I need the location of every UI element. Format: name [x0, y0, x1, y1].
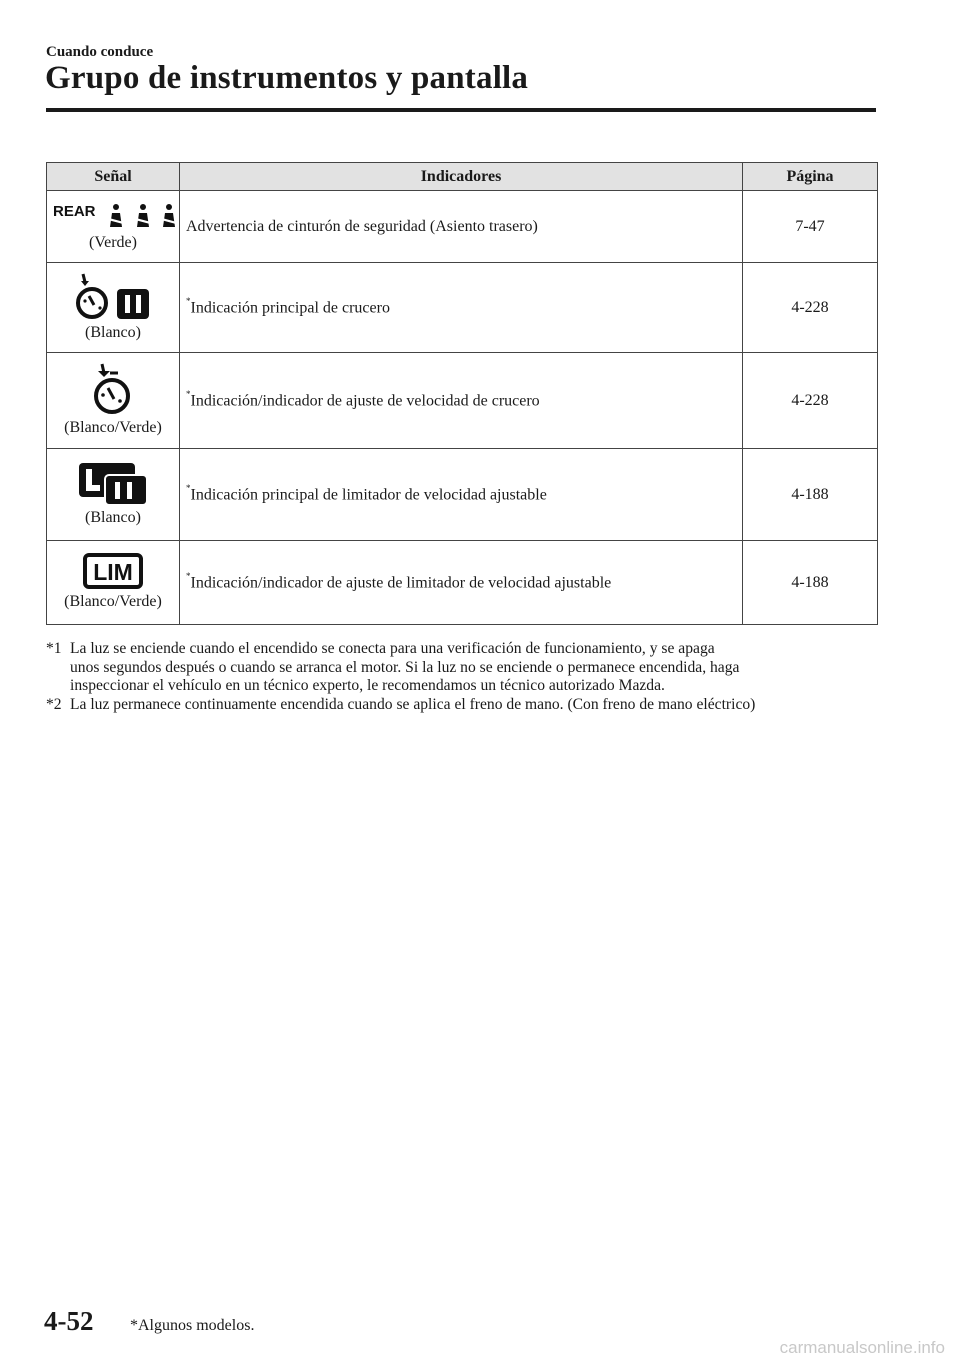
footnote-1	[46, 640, 876, 696]
svg-text:LIM: LIM	[93, 558, 133, 585]
speed-limiter-main-icon	[77, 461, 149, 505]
models-asterisk: *	[186, 570, 191, 581]
footnotes	[46, 640, 876, 714]
footnote-line: La luz se enciende cuando el encendido se conecta para una verificación de funcionamiento, y se apaga	[70, 640, 715, 657]
indicator-description-text: Indicación/indicador de ajuste de limitador de velocidad ajustable	[190, 574, 612, 592]
footnote-2	[46, 696, 876, 715]
page-reference: 4-188	[743, 541, 878, 625]
table-header-row	[47, 163, 878, 191]
table-row	[47, 191, 878, 263]
page-reference: 4-228	[743, 263, 878, 353]
svg-text:REAR: REAR	[53, 202, 96, 220]
column-header-signal: Señal	[47, 163, 180, 191]
signal-color-note: (Verde)	[89, 233, 137, 251]
signal-cell	[47, 353, 180, 449]
models-asterisk: *	[186, 295, 191, 306]
cruise-main-icon	[75, 272, 151, 320]
column-header-indicators: Indicadores	[180, 163, 743, 191]
models-asterisk: *	[186, 388, 191, 399]
indicator-description-text: Indicación/indicador de ajuste de velocidad de crucero	[190, 392, 540, 410]
page-reference: 4-228	[743, 353, 878, 449]
indicator-description-text: Indicación principal de limitador de velocidad ajustable	[190, 486, 547, 504]
footnote-line: La luz permanece continuamente encendida cuando se aplica el freno de mano. (Con freno de mano eléctrico)	[70, 695, 756, 713]
footnote-text	[70, 640, 876, 696]
title-divider	[46, 108, 876, 112]
table-row	[47, 541, 878, 625]
cruise-set-icon	[88, 363, 138, 415]
indicator-description	[180, 263, 743, 353]
signal-color-note: (Blanco)	[85, 508, 141, 526]
signal-cell	[47, 191, 180, 263]
footnote-mark: *1	[46, 640, 62, 657]
signal-color-note: (Blanco/Verde)	[64, 418, 162, 436]
section-label: Cuando conduce	[46, 44, 154, 60]
indicator-description-text: Advertencia de cinturón de seguridad (Asiento trasero)	[186, 217, 538, 235]
models-asterisk: *	[186, 482, 191, 493]
indicator-description-text: Indicación principal de crucero	[190, 299, 390, 317]
signal-cell	[47, 449, 180, 541]
signal-cell	[47, 263, 180, 353]
signal-color-note: (Blanco)	[85, 323, 141, 341]
models-footnote: *Algunos modelos.	[130, 1317, 255, 1334]
column-header-page: Página	[743, 163, 878, 191]
page-title: Grupo de instrumentos y pantalla	[45, 60, 529, 96]
indicator-table	[46, 162, 878, 625]
table-row	[47, 353, 878, 449]
footnote-mark: *2	[46, 695, 62, 713]
watermark: carmanualsonline.info	[779, 1338, 945, 1357]
footnote-text	[70, 696, 876, 715]
indicator-description	[180, 449, 743, 541]
table-row	[47, 449, 878, 541]
footnote-line: unos segundos después o cuando se arranca el motor. Si la luz no se enciende o permanece encendida, haga	[70, 658, 740, 676]
page-number: 4-52	[44, 1306, 94, 1336]
signal-color-note: (Blanco/Verde)	[64, 592, 162, 610]
indicator-description	[180, 353, 743, 449]
indicator-description	[180, 191, 743, 263]
footnote-line: inspeccionar el vehículo en un técnico experto, le recomendamos un técnico autorizado Mazda.	[70, 677, 665, 694]
table-row	[47, 263, 878, 353]
signal-cell	[47, 541, 180, 625]
page-reference: 7-47	[743, 191, 878, 263]
speed-limiter-set-icon	[83, 553, 143, 589]
page-reference: 4-188	[743, 449, 878, 541]
rear-seatbelt-warning-icon	[51, 200, 175, 230]
indicator-description	[180, 541, 743, 625]
